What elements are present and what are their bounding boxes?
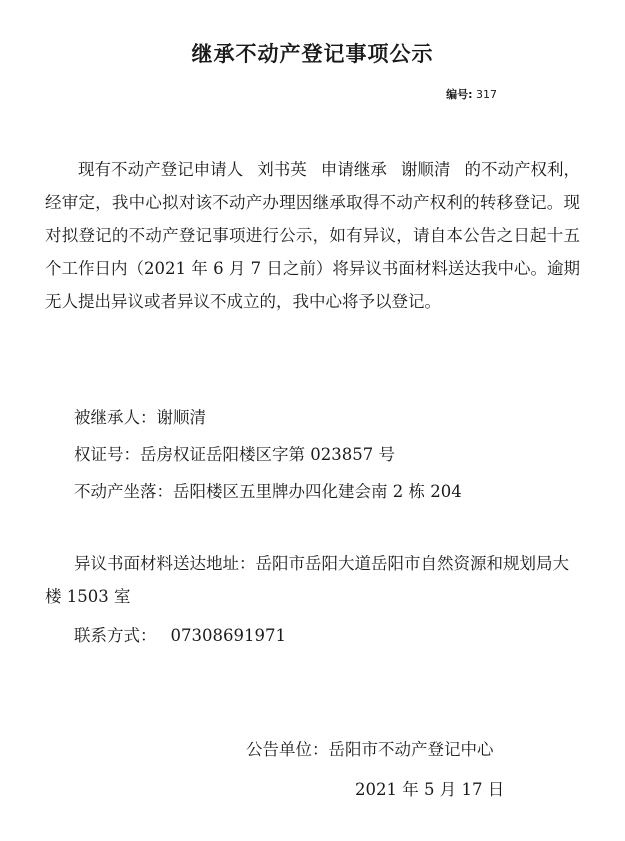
objection-address [45, 547, 580, 613]
notice-body [45, 153, 580, 318]
location-line [74, 478, 462, 502]
unit-value: 岳阳市不动产登记中心 [328, 740, 494, 759]
heir-value: 谢顺清 [156, 408, 206, 427]
body-main: 的不动产权利，经审定，我中心拟对该不动产办理因继承取得不动产权利的转移登记。现对拟登记的不动产登记事项进行公示，如有异议，请自本公告之日起十五个工作日内（2021 年 6 月 7 日之前）将异议书面材料送达我中心。逾期无人提出异议或者异议不成立的，我中心将予以登记。 [45, 160, 581, 311]
serial-number [446, 86, 497, 102]
address-label: 异议书面材料送达地址： [74, 554, 256, 573]
issue-date: 2021 年 5 月 17 日 [355, 780, 505, 799]
heir-label: 被继承人： [74, 408, 157, 427]
location-value: 岳阳楼区五里牌办四化建会南 2 栋 204 [173, 482, 462, 501]
location-label: 不动产坐落： [74, 482, 173, 501]
unit-label: 公告单位： [246, 740, 329, 759]
body-apply: 申请继承 [320, 160, 387, 179]
cert-label: 权证号： [74, 445, 140, 464]
serial-label: 编号: [446, 88, 473, 101]
applicant-name: 刘书英 [257, 160, 307, 179]
body-intro: 现有不动产登记申请人 [78, 160, 244, 179]
contact-line [74, 622, 286, 646]
contact-label: 联系方式： [74, 626, 157, 645]
contact-value: 07308691971 [170, 626, 286, 645]
serial-value: 317 [476, 88, 497, 101]
decedent-name: 谢顺清 [400, 160, 451, 179]
issuing-unit [246, 736, 494, 760]
cert-line [74, 441, 395, 465]
heir-line [74, 404, 206, 428]
cert-value: 岳房权证岳阳楼区字第 023857 号 [140, 445, 395, 464]
document-title: 继承不动产登记事项公示 [191, 42, 434, 66]
address-value: 岳阳市岳阳大道岳阳市自然资源和规划局大楼 1503 室 [45, 554, 569, 606]
